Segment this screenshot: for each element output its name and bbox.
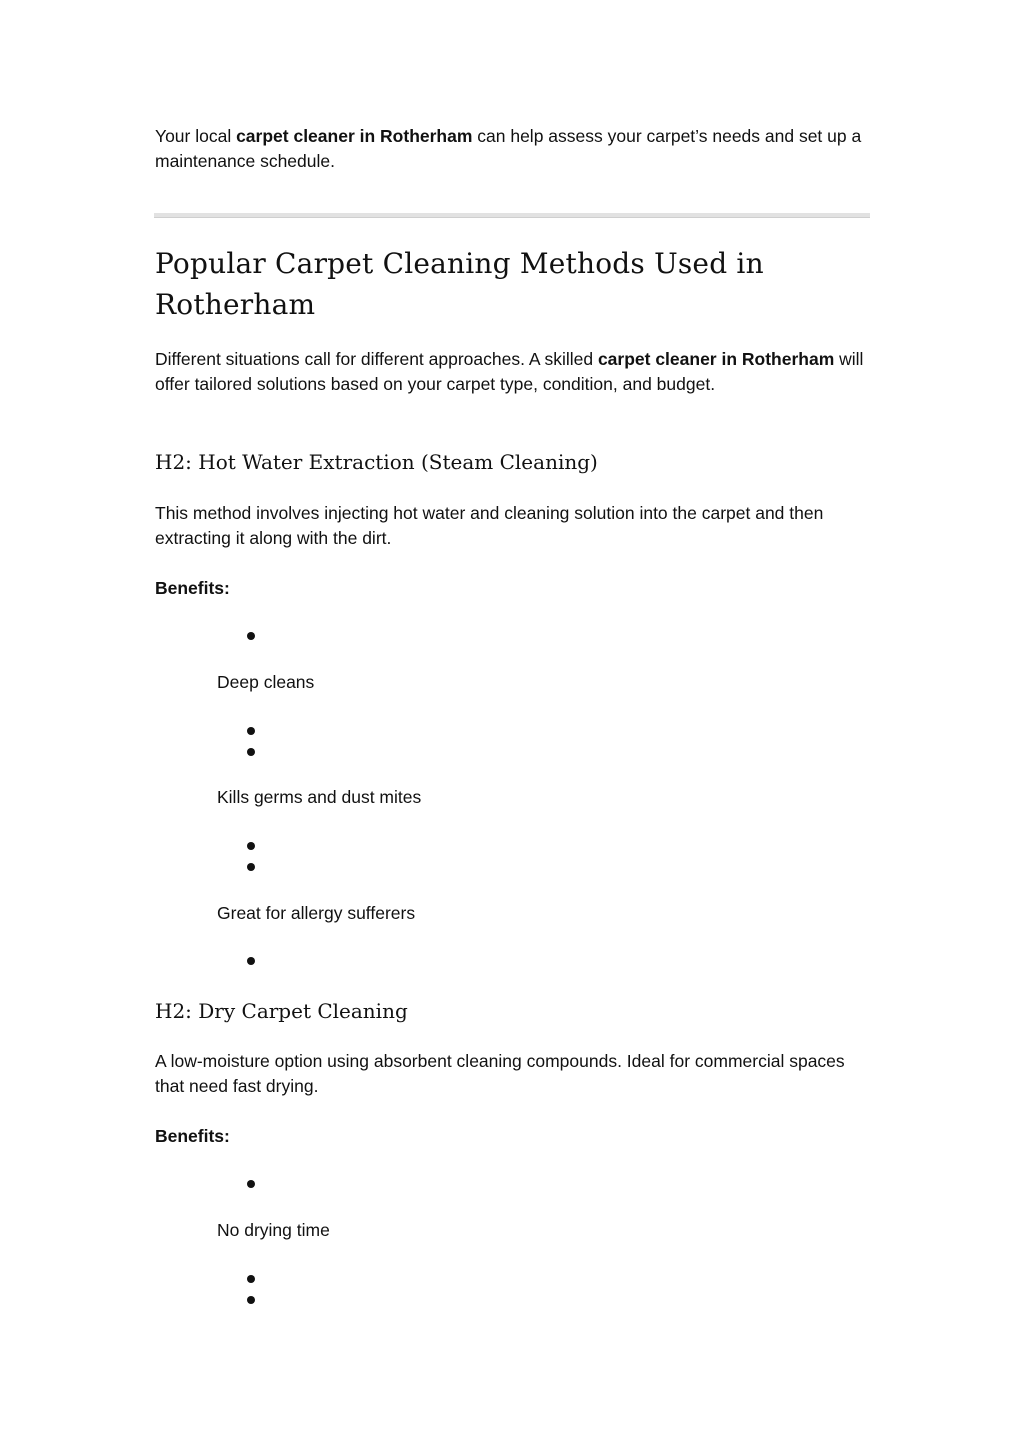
- section-intro-end: will offer tailored solutions based on your carpet type, condition, and budget.: [155, 349, 864, 394]
- bullet-icon: [247, 727, 255, 735]
- bullet-icon: [247, 1180, 255, 1188]
- hot-water-description: This method involves injecting hot water and cleaning solution into the carpet and then extracting it along with the dirt.: [155, 503, 824, 548]
- bullet-icon: [247, 1275, 255, 1283]
- section-intro-start: Different situations call for different approaches. A skilled: [155, 349, 598, 369]
- hot-water-heading: H2: Hot Water Extraction (Steam Cleaning): [155, 450, 598, 474]
- bullet-icon: [247, 863, 255, 871]
- list-item: No drying time: [217, 1220, 330, 1240]
- intro-keyword: carpet cleaner in Rotherham: [236, 126, 473, 146]
- section-intro-paragraph: [155, 347, 865, 397]
- intro-paragraph: [155, 124, 865, 174]
- dry-cleaning-heading: H2: Dry Carpet Cleaning: [155, 999, 408, 1023]
- hot-water-benefits-label: Benefits:: [155, 578, 230, 598]
- bullet-icon: [247, 748, 255, 756]
- horizontal-divider: [154, 213, 870, 218]
- intro-text-start: Your local: [155, 126, 237, 146]
- section-title: Popular Carpet Cleaning Methods Used in Rotherham: [155, 247, 764, 321]
- list-item: Kills germs and dust mites: [217, 787, 422, 807]
- section-intro-keyword: carpet cleaner in Rotherham: [597, 349, 835, 369]
- list-item: Deep cleans: [217, 672, 315, 692]
- bullet-icon: [247, 632, 255, 640]
- dry-cleaning-benefits-label: Benefits:: [155, 1126, 230, 1146]
- dry-cleaning-description: A low-moisture option using absorbent cleaning compounds. Ideal for commercial spaces that need fast drying.: [155, 1051, 845, 1096]
- bullet-icon: [247, 1296, 255, 1304]
- intro-text-end: can help assess your carpet’s needs and set up a maintenance schedule.: [155, 126, 862, 171]
- bullet-icon: [247, 842, 255, 850]
- bullet-icon: [247, 957, 255, 965]
- list-item: Great for allergy sufferers: [217, 903, 416, 923]
